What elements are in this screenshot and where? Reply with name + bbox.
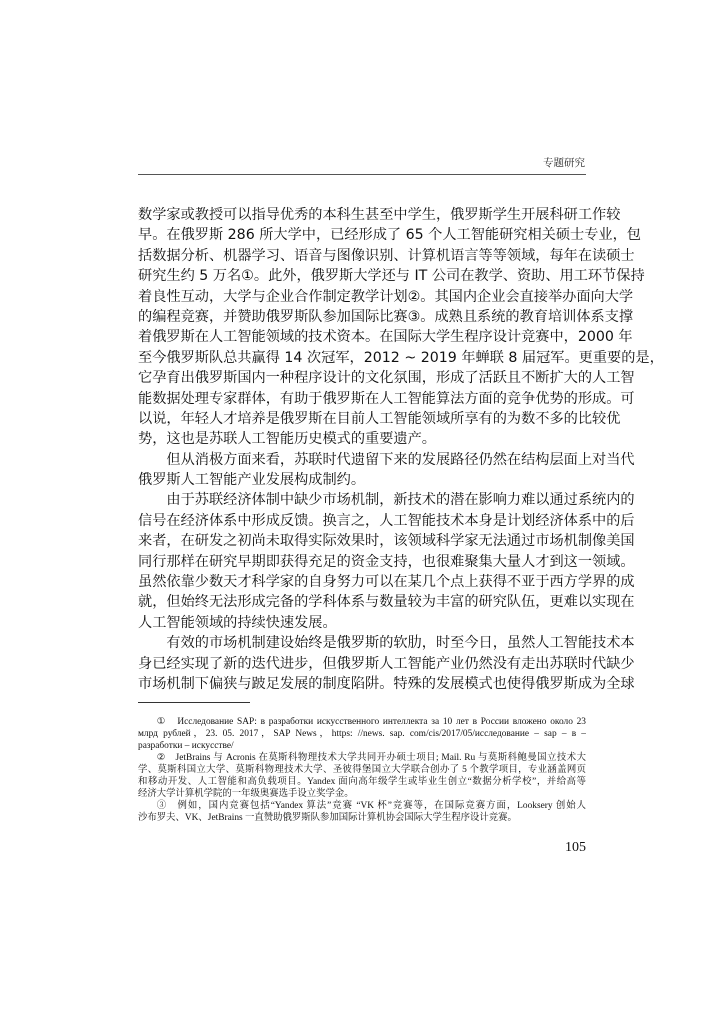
footnote-line: млрд рублей，23. 05. 2017，SAP News，https: //news. sap. com/cis/2017/05/исследование – sap – в – bbox=[138, 729, 586, 739]
paragraph bbox=[138, 450, 635, 491]
text-line: 就，但始终无法形成完备的学科体系与数量较为丰富的研究队伍，更难以实现在 bbox=[138, 594, 635, 611]
text-line: 来者，在研发之初尚未取得实际效果时，该领域科学家无法通过市场机制像美国 bbox=[138, 533, 635, 550]
footnote-line: разработки – искусстве/ bbox=[138, 741, 234, 751]
footnote bbox=[138, 800, 586, 824]
footnote bbox=[138, 752, 586, 800]
text-line: 它孕育出俄罗斯国内一种程序设计的文化氛围，形成了活跃且不断扩大的人工智 bbox=[138, 370, 635, 387]
text-line: 虽然依靠少数天才科学家的自身努力可以在某几个点上获得不亚于西方学界的成 bbox=[138, 574, 635, 591]
footnote-divider bbox=[138, 702, 250, 703]
page-number: 105 bbox=[565, 840, 586, 855]
footnote bbox=[138, 716, 586, 752]
footnote-line: ② JetBrains 与 Acronis 在莫斯科物理技术大学共同开办硕士项目; Mail. Ru 与莫斯科鲍曼国立技术大 bbox=[156, 753, 586, 763]
text-line: 研究生约 5 万名①。此外，俄罗斯大学还与 IT 公司在教学、资助、用工环节保持 bbox=[138, 268, 645, 285]
paragraph bbox=[138, 205, 664, 450]
text-line: 俄罗斯人工智能产业发展构成制约。 bbox=[138, 472, 366, 489]
text-line: 的编程竞赛，并赞助俄罗斯队参加国际比赛③。成熟且系统的教育培训体系支撑 bbox=[138, 308, 634, 325]
text-line: 身已经实现了新的迭代进步，但俄罗斯人工智能产业仍然没有走出苏联时代缺少 bbox=[138, 655, 635, 672]
text-line: 括数据分析、机器学习、语音与图像识别、计算机语言等等领域，每年在读硕士 bbox=[138, 247, 635, 264]
section-header: 专题研究 bbox=[543, 157, 585, 169]
text-line: 着良性互动，大学与企业合作制定教学计划②。其国内企业会直接举办面向大学 bbox=[138, 288, 634, 305]
paragraph bbox=[138, 490, 635, 633]
text-line: 早。在俄罗斯 286 所大学中，已经形成了 65 个人工智能研究相关硕士专业，包 bbox=[138, 227, 641, 244]
text-line: 人工智能领域的持续快速发展。 bbox=[138, 614, 337, 631]
paragraph bbox=[138, 633, 635, 694]
footnote-line: 和移动开发、人工智能和高负载项目。Yandex 面向高年级学生或毕业生创立“数据分析学校”，并给高等 bbox=[138, 777, 586, 787]
text-line: 有效的市场机制建设始终是俄罗斯的软肋，时至今日，虽然人工智能技术本 bbox=[166, 635, 635, 652]
text-line: 能数据处理专家群体，有助于俄罗斯在人工智能算法方面的竞争优势的形成。可 bbox=[138, 390, 635, 407]
text-line: 由于苏联经济体制中缺少市场机制，新技术的潜在影响力难以通过系统内的 bbox=[166, 492, 635, 509]
text-line: 至今俄罗斯队总共赢得 14 次冠军，2012 ~ 2019 年蝉联 8 届冠军。更重要的是， bbox=[138, 349, 664, 366]
header-divider bbox=[138, 174, 586, 175]
text-line: 但从消极方面来看，苏联时代遗留下来的发展路径仍然在结构层面上对当代 bbox=[166, 451, 635, 468]
footnote-line: ③ 例如，国内竞赛包括“Yandex 算法”竞赛 “VK 杯”竞赛等，在国际竞赛方面，Looksery 创始人 bbox=[156, 801, 586, 811]
text-line: 数学家或教授可以指导优秀的本科生甚至中学生，俄罗斯学生开展科研工作较 bbox=[138, 207, 621, 223]
footnote-line: 学、莫斯科国立大学、莫斯科物理技术大学、圣彼得堡国立大学联合创办了 5 个教学项目，专业涵盖网页 bbox=[138, 765, 586, 775]
text-line: 着俄罗斯在人工智能领域的技术资本。在国际大学生程序设计竞赛中，2000 年 bbox=[138, 329, 633, 346]
footnotes bbox=[138, 716, 586, 824]
body-text bbox=[138, 205, 664, 694]
footnote-line: 经济大学计算机学院的一年级奥赛选手设立奖学金。 bbox=[138, 789, 354, 799]
footnote-line: ① Исследование SAP: в разработки искусственного интеллекта за 10 лет в России вложено около 23 bbox=[156, 717, 586, 727]
text-line: 势，这也是苏联人工智能历史模式的重要遗产。 bbox=[138, 431, 436, 448]
text-line: 市场机制下偏狭与跛足发展的制度陷阱。特殊的发展模式也使得俄罗斯成为全球 bbox=[138, 675, 635, 692]
text-line: 信号在经济体系中形成反馈。换言之，人工智能技术本身是计划经济体系中的后 bbox=[138, 512, 635, 529]
footnote-line: 沙布罗夫、VK、JetBrains 一直赞助俄罗斯队参加国际计算机协会国际大学生程序设计竞赛。 bbox=[138, 813, 517, 823]
text-line: 以说，年轻人才培养是俄罗斯在目前人工智能领域所享有的为数不多的比较优 bbox=[138, 410, 621, 427]
text-line: 同行那样在研究早期即获得充足的资金支持，也很难聚集大量人才到这一领域。 bbox=[138, 553, 635, 570]
